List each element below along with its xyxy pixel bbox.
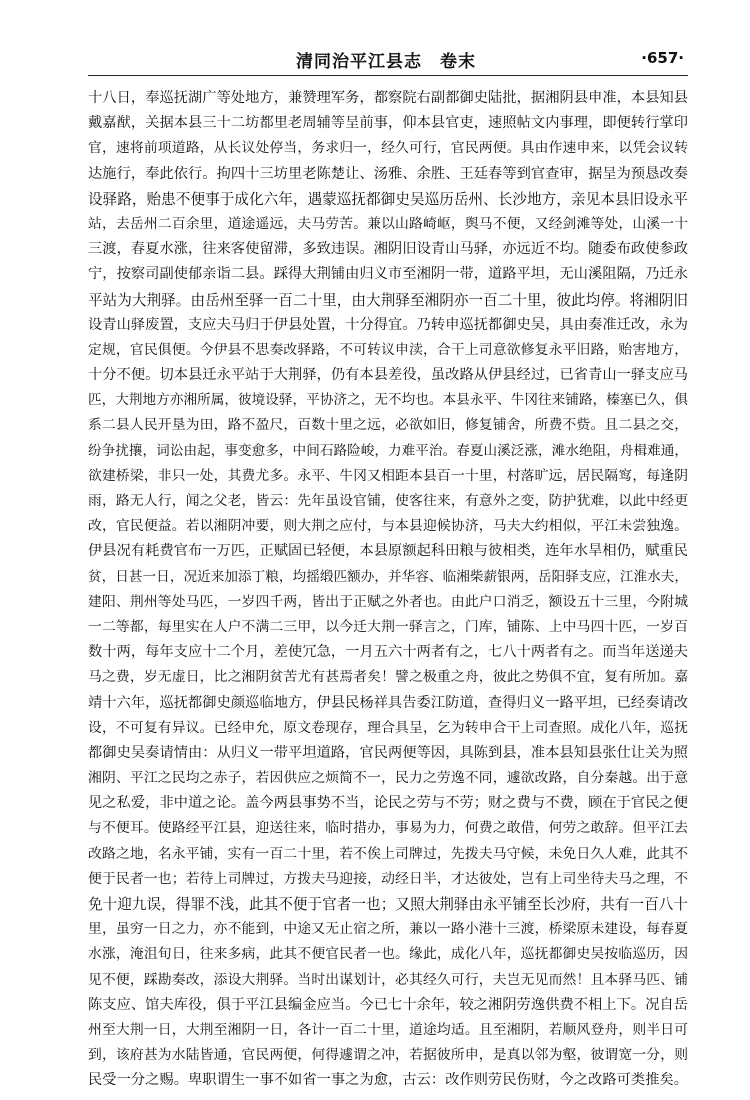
text-line: 设青山驿废置，支应夫马归于伊县处置，十分得宜。乃转申巡抚都御史吴，具由奏准迁改，永为 <box>88 316 688 333</box>
text-line: 靖十六年，巡抚都御史颜巡临地方，伊县民杨祥具告委江防道，查得归义一路平坦，已经奏请改 <box>88 694 688 711</box>
text-line: 里，虽穷一日之力，亦不能到，中途又无止宿之所，兼以一路小港十三渡，桥梁原未建设，每春夏 <box>88 921 688 938</box>
book-title: 清同治平江县志 卷末 <box>296 52 476 72</box>
body-text <box>88 86 688 1094</box>
text-line: 设驿路，贻患不便事于成化六年，遇蒙巡抚都御史吴巡历岳州、长沙地方，亲见本县旧设永平 <box>88 190 688 208</box>
text-line: 雨，路无人行，闻之父老，皆云：先年虽设官铺，使客往来，有意外之变，防护犹难，以此中经更 <box>88 493 688 509</box>
text-line: 水涨，淹沮旬日，往来多病，此其不便官民者一也。缘此，成化八年，巡抚都御史吴按临巡历，因 <box>88 946 688 963</box>
text-line: 纷争扰攘，词讼由起，事变愈多，中间石路险峻，力难平治。春夏山溪泛涨，滩水绝阻，舟楫难通， <box>88 442 688 459</box>
text-line: 见之私爱，非中道之论。盖今两县事势不当，论民之劳与不劳；财之费与不费，顾在于官民之便 <box>88 795 688 812</box>
text-line: 便于民者一也；若待上司牌过，方拨夫马迎接，动经日半，才达彼处，岂有上司坐待夫马之理，不 <box>88 870 688 887</box>
text-line: 免十迎九误，得罪不浅，此其不便于官者一也；又照大荆驿由永平铺至长沙府，共有一百八十 <box>88 896 688 913</box>
page-number: ·657· <box>641 49 684 67</box>
text-line: 设，不可复有异议。已经申允，原文卷现存，理合具呈，乞为转申合干上司查照。成化八年，巡抚 <box>88 719 688 736</box>
page-header <box>88 44 684 74</box>
text-line: 数十两，每年支应十二个月，差使冗急，一月五六十两者有之，七八十两者有之。而当年送递夫 <box>88 644 688 661</box>
text-line: 欲建桥梁，非只一处，其费尤多。永平、牛冈又相距本县百一十里，村落旷远，居民隔窎，每逢阴 <box>88 467 688 484</box>
text-line: 贫，日甚一日，况近来加添丁粮，均摇缎匹额办，并华容、临湘柴薪银两，岳阳驿支应，江淮水夫， <box>88 568 688 585</box>
text-line: 达施行，奉此依行。拘四十三坊里老陈楚让、汤雅、余胜、王廷春等到官查审，据呈为预恳改奏 <box>88 165 688 182</box>
text-line: 系二县人民开垦为田，路不盈尺，百数十里之远，必欲如旧，修复铺舍，所费不赀。且二县之交， <box>88 417 688 434</box>
header-rule <box>88 75 688 76</box>
text-line: 戴嘉猷，关据本县三十二坊都里老周辅等呈前事，仰本县官吏，速照帖文内事理，即便转行掌印 <box>88 115 688 132</box>
text-line: 改路之地，名永平铺，实有一百二十里，若不俟上司牌过，先拨夫马守候，未免日久人难，此其不 <box>88 845 688 862</box>
text-line: 建阳、荆州等处马匹，一岁四千两，皆出于正赋之外者也。由此户口消乏，额设五十三里，今附城 <box>88 593 688 610</box>
text-line: 匹，大荆地方亦湘所属，彼境设驿，平协济之，无不均也。本县永平、牛冈往来铺路，榛塞已久，俱 <box>88 392 688 409</box>
text-line: 三渡，春夏水涨，往来客使留滞，多致违误。湘阴旧设青山马驿，亦远近不均。随委布政使参政 <box>88 241 688 258</box>
text-line: 宁，按察司副使郁亲诣二县。踩得大荆铺由归义市至湘阴一带，道路平坦，无山溪阻隔，乃迁永 <box>88 266 688 283</box>
text-line: 马之费，岁无虚日，比之湘阴贫苦尤有甚焉者矣！譬之极重之舟，彼此之势俱不宜，复有所加。嘉 <box>88 669 688 686</box>
text-line: 陈支应、馆夫库役，俱于平江县编金应当。今已七十余年，较之湘阴劳逸供费不相上下。况自岳 <box>88 996 688 1013</box>
text-line: 一二等都，每里实在人户不满二三甲，以今迁大荆一驿言之，门库，铺陈、上中马四十匹，一岁百 <box>88 618 688 635</box>
text-line: 湘阴、平江之民均之赤子，若因供应之烦简不一，民力之劳逸不同，遽欲改路，自分秦越。出于意 <box>88 770 688 787</box>
text-line: 到，该府甚为水陆皆通，官民两便，何得遽谓之冲，若据彼所申，是真以邻为壑，彼谓宽一分，则 <box>88 1047 688 1064</box>
text-line: 伊县况有耗费官布一万匹，正赋固已轻便，本县原额起科田粮与彼相类，连年水旱相仍，赋重民 <box>88 543 688 560</box>
text-line: 平站为大荆驿。由岳州至驿一百二十里，由大荆驿至湘阴亦一百二十里，彼此均停。将湘阴旧 <box>88 291 688 309</box>
text-line: 定规，官民俱便。今伊县不思奏改驿路，不可转议申渎，合干上司意欲修复永平旧路，贻害地方， <box>88 341 688 358</box>
text-line: 州至大荆一日，大荆至湘阴一日，各计一百二十里，道途均适。且至湘阴，若顺风登舟，则半日可 <box>88 1021 688 1038</box>
text-line: 与不便耳。使路经平江县，迎送往来，临时措办，事易为力，何费之敢借，何劳之敢辞。但平江去 <box>88 820 688 837</box>
text-line: 见不便，踩勘奏改，添设大荆驿。当时出谋划计，必其经久可行，夫岂无见而然！且本驿马匹、铺 <box>88 971 688 988</box>
text-line: 十八日，奉巡抚湖广等处地方，兼赞理军务，都察院右副都御史陆批，据湘阴县申准，本县知县 <box>88 90 688 106</box>
text-line: 站，去岳州二百余里，道途遥远，夫马劳苦。兼以山路崎岖，舆马不便，又经剑滩等处，山溪一十 <box>88 215 688 232</box>
text-line: 改，官民便益。若以湘阴冲要，则大荆之应付，与本县迎候协济，马夫大约相似，平江未尝独逸。 <box>88 518 688 535</box>
text-line: 民受一分之赐。卑职谓生一事不如省一事之为愈，古云：改作则劳民伤财，今之改路可类推矣。 <box>88 1072 688 1089</box>
text-line: 十分不便。切本县迁永平站于大荆驿，仍有本县差役，虽改路从伊县经过，已省青山一驿支应马 <box>88 367 688 384</box>
text-line: 官，速将前项道路，从长议处停当，务求归一，经久可行，官民两便。具由作速申来，以凭会议转 <box>88 140 688 157</box>
text-line: 都御史吴奏请情由：从归义一带平坦道路，官民两便等因，具陈到县，准本县知县张仕让关为照 <box>88 744 688 761</box>
